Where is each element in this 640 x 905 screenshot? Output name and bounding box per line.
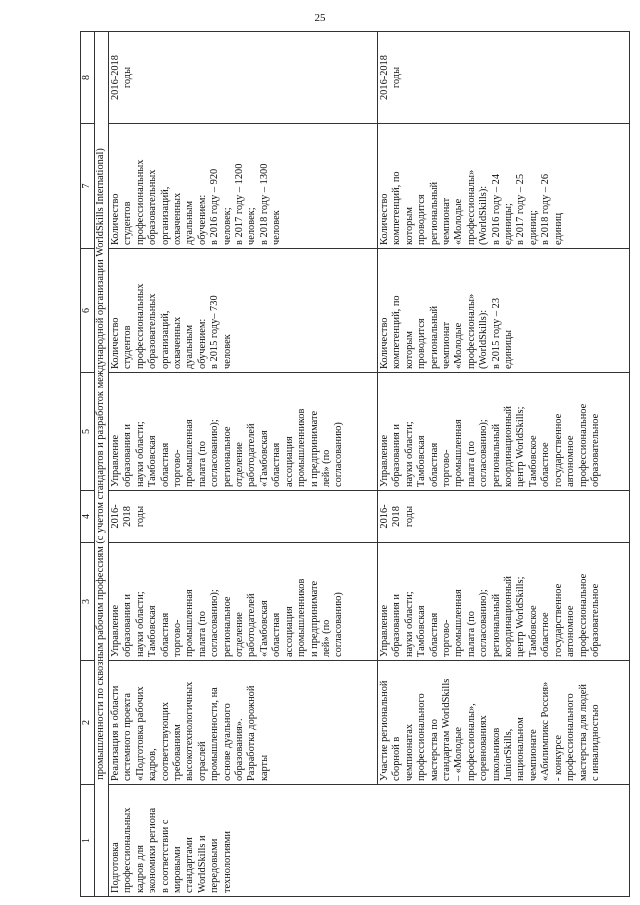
responsible-cell: Управление образования и науки области; Тамбовская областная торгово- промышленная палата (по согласованию); региональный координационный центр WorldSkills; Тамбовское областное государственное автономное профессиональное образовательное (378, 543, 630, 661)
column-number: 4 (81, 491, 95, 543)
section-title-row (95, 32, 109, 897)
executor-cell: Управление образования и науки области; Тамбовская областная торгово- промышленная палата (по согласованию); региональное отделение работодателей «Тамбовская областная ассоциация промышленников и предпринимате лей» (по согласованию) (109, 373, 378, 491)
page-number: 25 (314, 12, 326, 24)
rotated-table-area (80, 32, 630, 897)
target-cell: Количество студентов профессиональных образовательных организаций, охваченных дуальным обучением: в 2016 году – 920 человек; в 2017 году – 1200 человек; в 2018 году – 1300 человек (109, 124, 378, 249)
column-number: 2 (81, 661, 95, 785)
period-cell: 2016-2018 годы (109, 491, 378, 543)
activity-cell: Участие региональной сборной в чемпионатах профессионального мастерства по стандартам WorldSkills – «Молодые профессионалы», соревнованиях школьников JuniorSkills, национальном чемпионате «Абилимпикс Россия» - конкурсе профессионального мастерства для людей с инвалидностью (378, 661, 630, 785)
column-number: 6 (81, 249, 95, 373)
target-cell: Количество компетенций, по которым проводится региональный чемпионат «Молодые профессионалы» (WorldSkills): в 2016 году – 24 единицы; в 2017 году – 25 единиц; в 2018 году – 26 единиц (378, 124, 630, 249)
executor-cell: Управление образования и науки области; Тамбовская областная торгово- промышленная палата (по согласованию); региональный координационный центр WorldSkills; Тамбовское областное государственное автономное профессиональное образовательное (378, 373, 630, 491)
section-title: промышленности по сквозным рабочим профессиям (с учетом стандартов и разработок международной организации WorldSkills International) (95, 32, 109, 897)
column-number: 7 (81, 124, 95, 249)
baseline-cell: Количество компетенций, по которым проводится региональный чемпионат «Молодые профессионалы» (WorldSkills): в 2015 году – 23 единицы (378, 249, 630, 373)
deadline-cell: 2016-2018 годы (109, 32, 378, 124)
responsible-cell: Управление образования и науки области; Тамбовская областная торгово- промышленная палата (по согласованию); региональное отделение работодателей «Тамбовская областная ассоциация промышленников и предпринимате лей» (по согласованию) (109, 543, 378, 661)
task-cell: Подготовка профессиональных кадров для экономики региона в соответствии с мировыми стандартами WorldSkills и передовыми технологиями (109, 785, 630, 897)
column-number: 3 (81, 543, 95, 661)
table-row (109, 32, 378, 897)
column-number-row (81, 32, 95, 897)
period-cell: 2016-2018 годы (378, 491, 630, 543)
activity-cell: Реализация в области системного проекта «Подготовка рабочих кадров, соответствующих требованиям высокотехнологичных отраслей промышленности, на основе дуального образования». Разработка дорожной карты (109, 661, 378, 785)
column-number: 5 (81, 373, 95, 491)
baseline-cell: Количество студентов профессиональных образовательных организаций, охваченных дуальным обучением: в 2015 году– 730 человек (109, 249, 378, 373)
deadline-cell: 2016-2018 годы (378, 32, 630, 124)
program-table (80, 31, 630, 897)
table-landscape (80, 32, 630, 897)
column-number: 1 (81, 785, 95, 897)
table-row (378, 32, 630, 897)
column-number: 8 (81, 32, 95, 124)
